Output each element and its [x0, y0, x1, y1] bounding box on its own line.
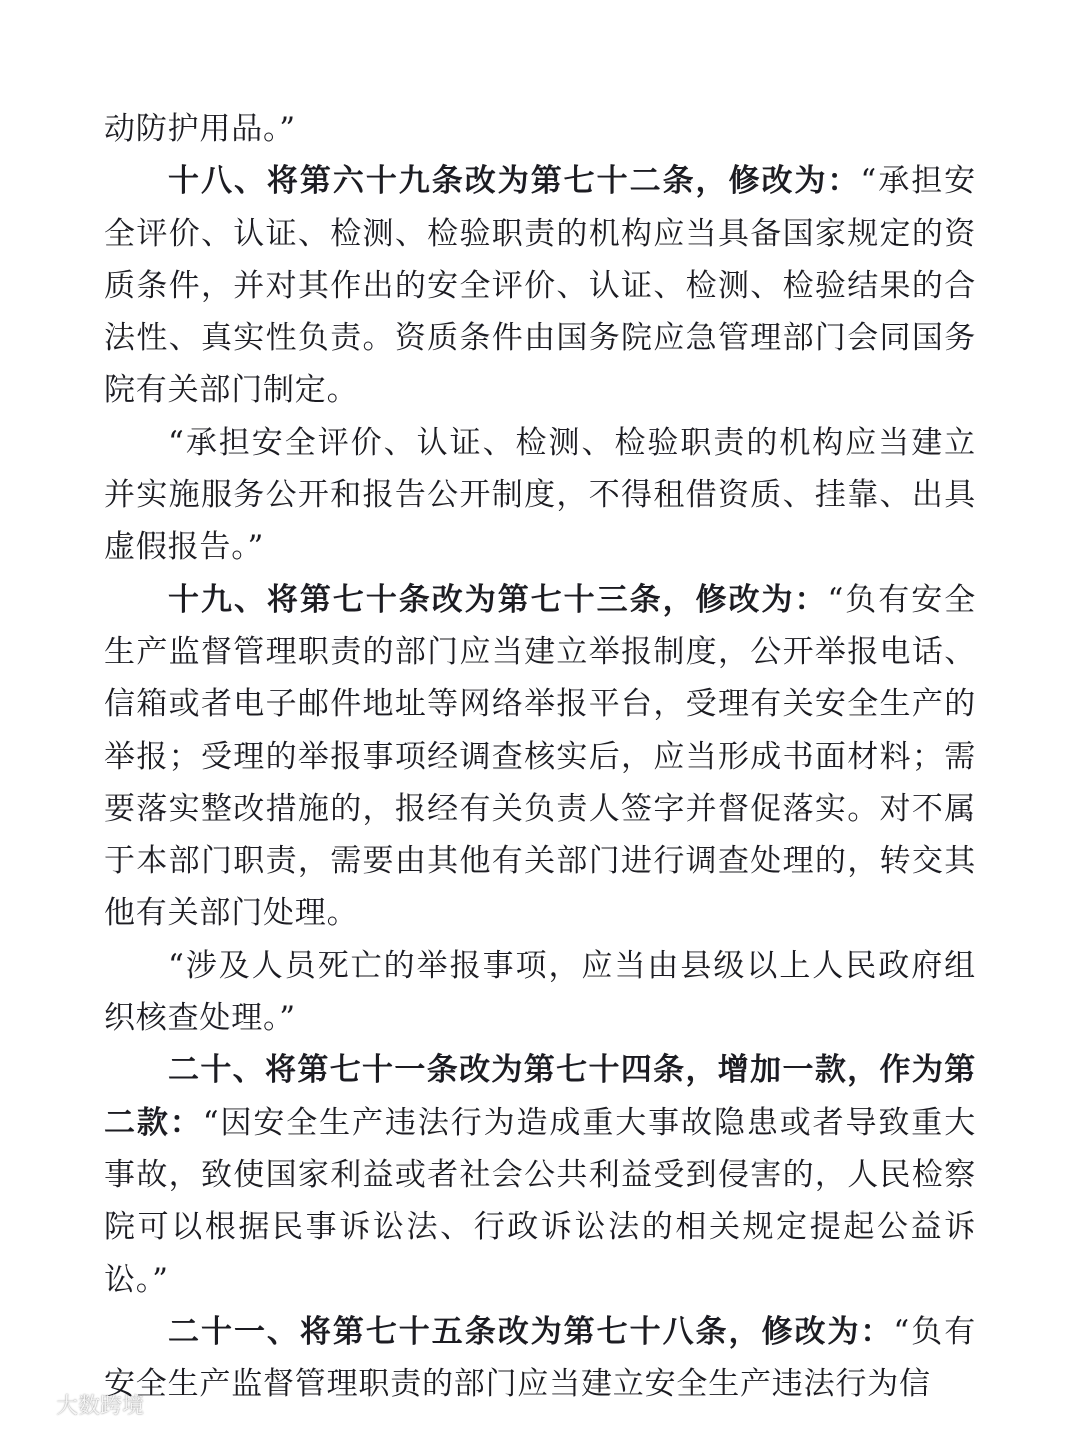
- paragraph-7-text: “负有安全生产监督管理职责的部门应当建立安全生产违法行为信: [104, 1313, 976, 1403]
- paragraph-2-text: “承担安全评价、认证、检测、检验职责的机构应当具备国家规定的资质条件，并对其作出的安全评价、认证、检测、检验结果的合法性、真实性负责。资质条件由国务院应急管理部门会同国务院有关部门制定。: [104, 163, 976, 409]
- paragraph-4-text: “负有安全生产监督管理职责的部门应当建立举报制度，公开举报电话、信箱或者电子邮件地址等网络举报平台，受理有关安全生产的举报；受理的举报事项经调查核实后，应当形成书面材料；需要落实整改措施的，报经有关负责人签字并督促落实。对不属于本部门职责，需要由其他有关部门进行调查处理的，转交其他有关部门处理。: [104, 581, 976, 932]
- paragraph-5-text: “涉及人员死亡的举报事项，应当由县级以上人民政府组织核查处理。”: [104, 947, 976, 1037]
- paragraph-5: [104, 940, 976, 1045]
- paragraph-7-bold-lead: 二十一、将第七十五条改为第七十八条，修改为：: [168, 1313, 894, 1350]
- paragraph-3: [104, 417, 976, 574]
- dashuju-logo-icon: [10, 1393, 50, 1417]
- paragraph-6-bold-lead: 二十、将第七十一条改为第七十四条，增加一款，作为第二款：: [104, 1052, 976, 1141]
- watermark-text: 大数跨境: [56, 1394, 145, 1419]
- paragraph-6-text: “因安全生产违法行为造成重大事故隐患或者导致重大事故，致使国家利益或者社会公共利益受到侵害的，人民检察院可以根据民事诉讼法、行政诉讼法的相关规定提起公益诉讼。”: [104, 1104, 977, 1298]
- paragraph-1-text: 动防护用品。”: [104, 111, 296, 147]
- paragraph-6: [104, 1044, 976, 1305]
- paragraph-4: [104, 574, 976, 940]
- paragraph-4-bold-lead: 十九、将第七十条改为第七十三条，修改为：: [168, 581, 828, 618]
- watermark: [10, 1389, 144, 1420]
- paragraph-3-text: “承担安全评价、认证、检测、检验职责的机构应当建立并实施服务公开和报告公开制度，不得租借资质、挂靠、出具虚假报告。”: [104, 424, 976, 566]
- paragraph-1: [104, 103, 976, 155]
- paragraph-2: [104, 155, 976, 416]
- document-page: [104, 103, 976, 1410]
- paragraph-7: [104, 1306, 976, 1411]
- paragraph-2-bold-lead: 十八、将第六十九条改为第七十二条，修改为：: [168, 163, 861, 200]
